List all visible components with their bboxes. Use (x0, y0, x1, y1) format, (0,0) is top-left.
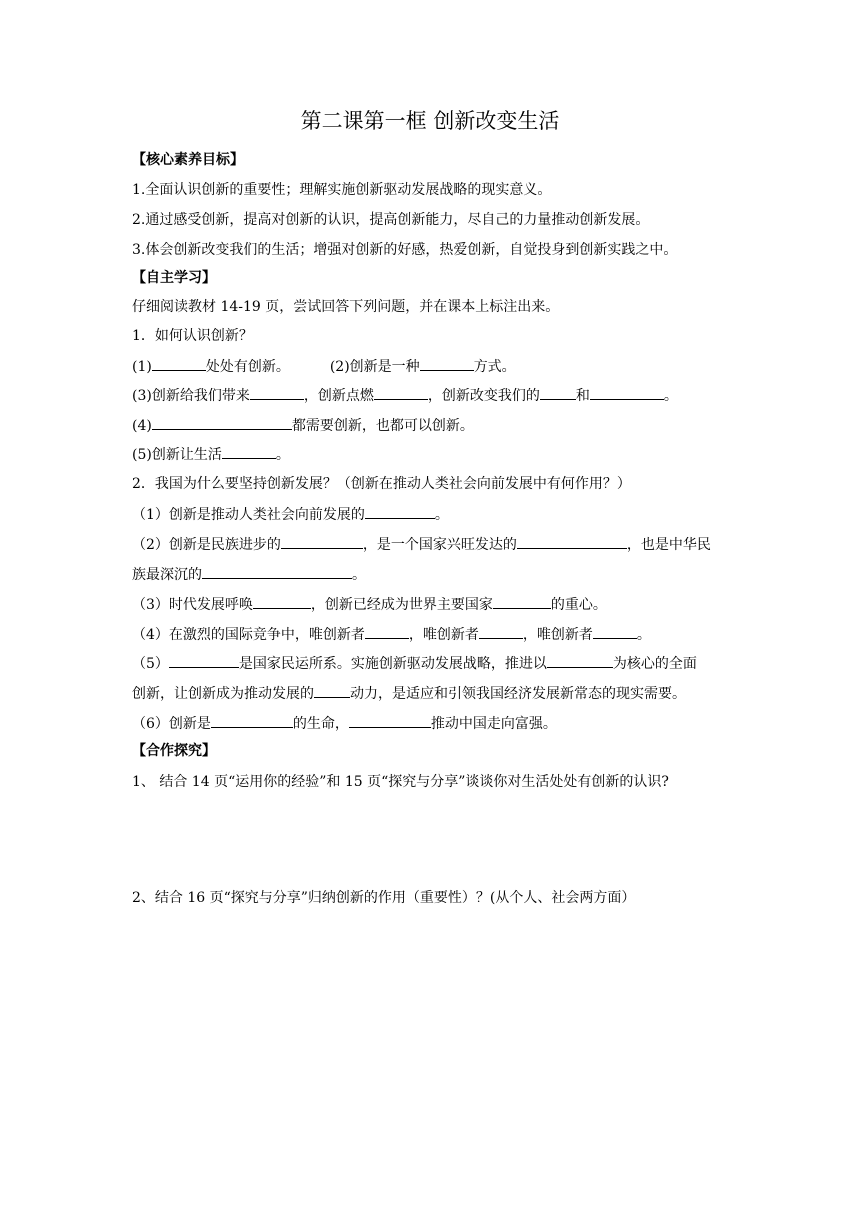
q1-line-2 (132, 385, 678, 406)
q2-answer-6 (132, 713, 557, 734)
q2-text: ，唯创新者 (408, 627, 479, 643)
q1-line-4 (132, 444, 290, 465)
answer-blank[interactable] (547, 653, 613, 668)
answer-blank[interactable] (365, 624, 409, 639)
answer-blank[interactable] (152, 415, 292, 430)
answer-blank[interactable] (222, 444, 276, 459)
q2-answer-2 (132, 534, 711, 555)
answer-blank[interactable] (540, 385, 576, 400)
q1-text: 和 (575, 388, 590, 404)
goals-heading: 【核心素养目标】 (132, 152, 244, 168)
answer-blank[interactable] (281, 534, 363, 549)
answer-blank[interactable] (152, 356, 206, 371)
q2-answer-1 (132, 504, 449, 525)
q1-text: 。 (663, 388, 678, 404)
q2-text: （6）创新是 (132, 716, 211, 732)
q2-text: （2）创新是民族进步的 (132, 537, 281, 553)
q2-answer-2-cont (132, 564, 366, 585)
q2-text: 的重心。 (550, 597, 607, 613)
answer-blank[interactable] (314, 683, 350, 698)
q2-answer-4 (132, 624, 651, 645)
answer-blank[interactable] (593, 624, 637, 639)
goal-item-2: 2.通过感受创新，提高对创新的认识，提高创新能力，尽自己的力量推动创新发展。 (132, 212, 650, 228)
answer-blank[interactable] (493, 594, 551, 609)
q2-text: （4）在激烈的国际竞争中，唯创新者 (132, 627, 365, 643)
q1-text: 。 (275, 447, 290, 463)
answer-blank[interactable] (365, 504, 435, 519)
q1-line-3 (132, 415, 474, 436)
answer-blank[interactable] (479, 624, 523, 639)
answer-blank[interactable] (374, 385, 428, 400)
self-study-intro: 仔细阅读教材 14-19 页，尝试回答下列问题，并在课本上标注出来。 (132, 299, 560, 315)
answer-blank[interactable] (349, 713, 431, 728)
q1-text: ，创新点燃 (303, 388, 374, 404)
q2-text: ，也是中华民 (626, 537, 711, 553)
answer-blank[interactable] (202, 564, 352, 579)
cooperation-question-1: 1、 结合 14 页“运用你的经验”和 15 页“探究与分享”谈谈你对生活处处有创新的认识? (132, 774, 669, 790)
q2-text: ，创新已经成为世界主要国家 (310, 597, 493, 613)
cooperation-heading: 【合作探究】 (132, 743, 216, 759)
q1-text: 都需要创新，也都可以创新。 (291, 418, 474, 434)
q2-text: 族最深沉的 (132, 567, 202, 583)
q1-text: (4) (132, 418, 152, 434)
q2-text: 是国家民运所系。实施创新驱动发展战略，推进以 (238, 656, 547, 672)
q1-text: 处处有创新。 (205, 359, 290, 375)
q2-answer-5-cont (132, 683, 686, 704)
answer-blank[interactable] (253, 594, 311, 609)
self-study-heading: 【自主学习】 (132, 270, 216, 286)
q2-text: ，唯创新者 (522, 627, 593, 643)
goal-item-3: 3.体会创新改变我们的生活；增强对创新的好感，热爱创新，自觉投身到创新实践之中。 (132, 242, 678, 258)
q2-text: （3）时代发展呼唤 (132, 597, 253, 613)
answer-blank[interactable] (517, 534, 627, 549)
q2-text: 创新，让创新成为推动发展的 (132, 686, 314, 702)
answer-blank[interactable] (420, 356, 474, 371)
q2-text: 。 (636, 627, 651, 643)
q1-text: (3)创新给我们带来 (132, 388, 250, 404)
q2-text: （1）创新是推动人类社会向前发展的 (132, 507, 365, 523)
q1-text: (2)创新是一种 (329, 359, 420, 375)
q1-text: (1) (132, 359, 152, 375)
q2-text: 为核心的全面 (612, 656, 697, 672)
q2-text: 推动中国走向富强。 (430, 716, 557, 732)
cooperation-question-2: 2、结合 16 页“探究与分享”归纳创新的作用（重要性）？(从个人、社会两方面） (132, 890, 636, 906)
q2-text: ，是一个国家兴旺发达的 (362, 537, 517, 553)
q1-text: 方式。 (473, 359, 516, 375)
page-title: 第二课第一框 创新改变生活 (300, 109, 560, 133)
q1-line-1 (132, 356, 516, 377)
q1-text: (5)创新让生活 (132, 447, 222, 463)
answer-blank[interactable] (590, 385, 664, 400)
answer-blank[interactable] (169, 653, 239, 668)
q2-answer-5 (132, 653, 697, 674)
q1-text: ，创新改变我们的 (427, 388, 540, 404)
answer-blank[interactable] (211, 713, 293, 728)
question-1-title: 1．如何认识创新？ (132, 328, 253, 344)
q2-text: 。 (352, 567, 366, 583)
q2-answer-3 (132, 594, 607, 615)
goal-item-1: 1.全面认识创新的重要性；理解实施创新驱动发展战略的现实意义。 (132, 182, 552, 198)
q2-text: 。 (434, 507, 449, 523)
answer-blank[interactable] (250, 385, 304, 400)
question-2-title: 2．我国为什么要坚持创新发展？（创新在推动人类社会向前发展中有何作用？） (132, 476, 631, 492)
q2-text: 动力，是适应和引领我国经济发展新常态的现实需要。 (350, 686, 686, 702)
q2-text: （5） (132, 656, 169, 672)
q2-text: 的生命， (292, 716, 349, 732)
